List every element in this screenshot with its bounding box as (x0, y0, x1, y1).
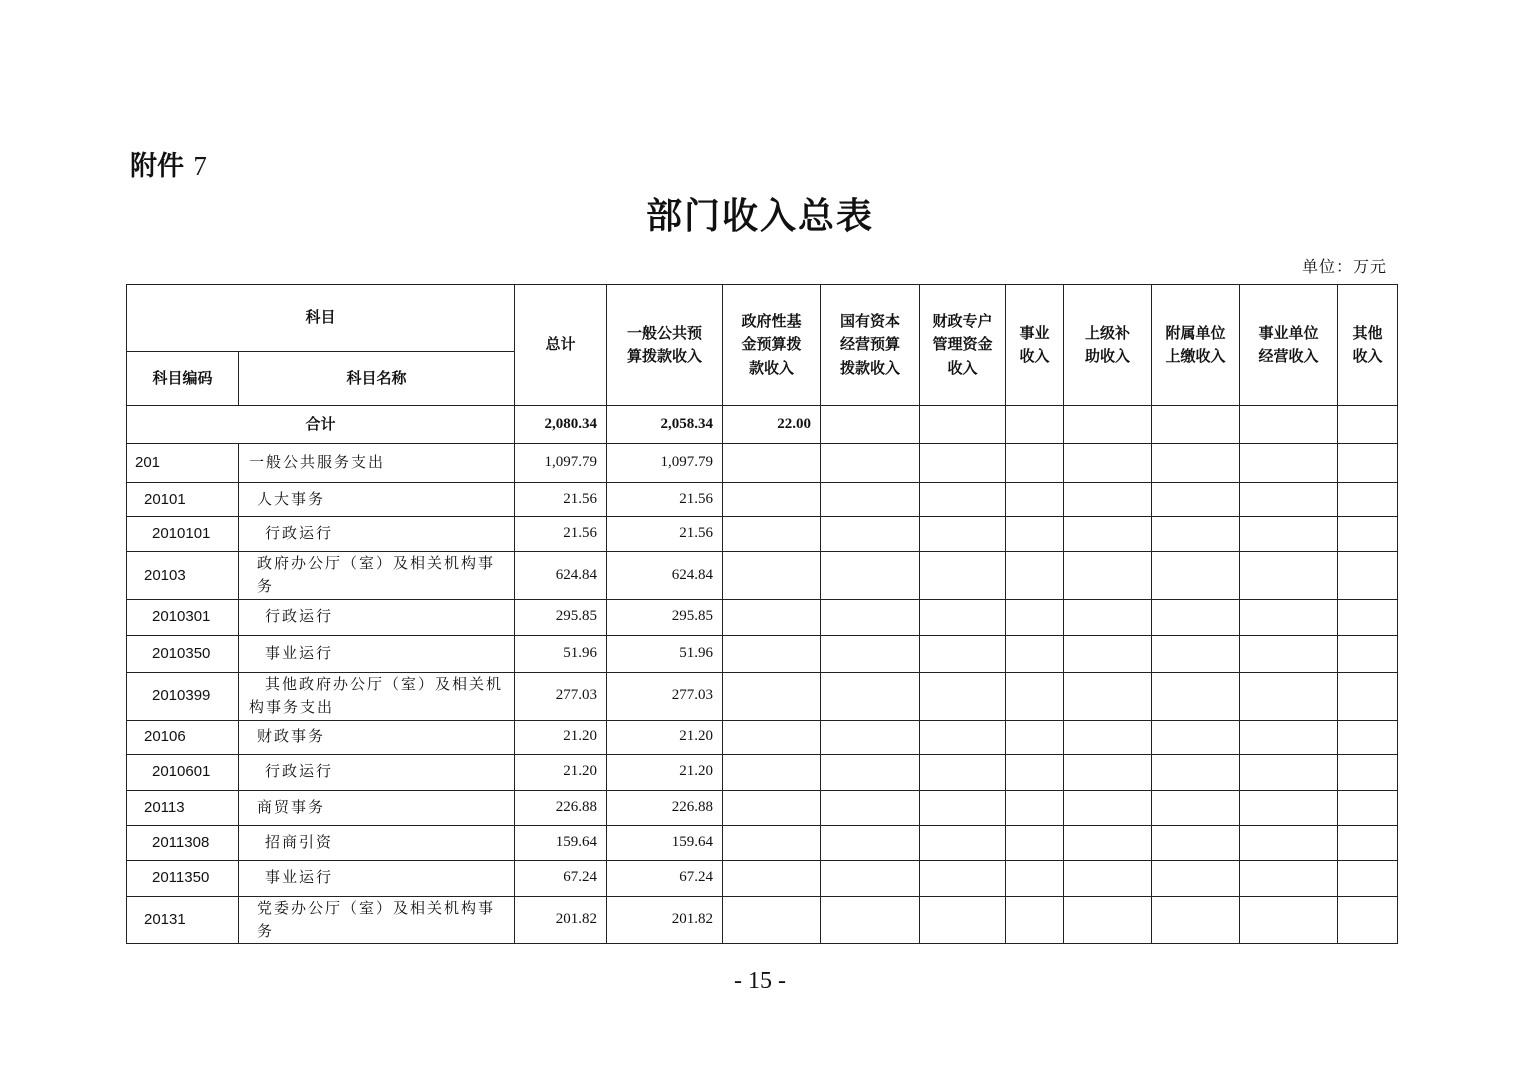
empty-cell (1152, 635, 1240, 672)
row-total: 201.82 (515, 896, 607, 944)
row-general-budget: 295.85 (607, 599, 723, 635)
empty-cell (1338, 790, 1398, 825)
empty-cell (723, 635, 821, 672)
page-number: - 15 - (734, 968, 786, 994)
table-row (127, 635, 1398, 672)
empty-cell (723, 483, 821, 517)
empty-cell (1006, 517, 1064, 552)
table-row (127, 444, 1398, 483)
row-name: 行政运行 (239, 754, 515, 790)
table-row (127, 790, 1398, 825)
empty-cell (723, 860, 821, 896)
empty-cell (1006, 444, 1064, 483)
row-code: 20106 (127, 720, 239, 754)
empty-cell (1240, 720, 1338, 754)
empty-cell (920, 720, 1006, 754)
row-total: 21.20 (515, 754, 607, 790)
empty-cell (723, 672, 821, 720)
empty-cell (723, 896, 821, 944)
header-business: 事业收入 (1006, 285, 1064, 406)
row-total: 21.56 (515, 483, 607, 517)
empty-cell (1006, 672, 1064, 720)
empty-cell (1006, 896, 1064, 944)
empty-cell (821, 825, 920, 860)
row-general-budget: 67.24 (607, 860, 723, 896)
empty-cell (821, 672, 920, 720)
empty-cell (1152, 825, 1240, 860)
empty-cell (1006, 790, 1064, 825)
empty-cell (821, 444, 920, 483)
empty-cell (1006, 599, 1064, 635)
empty-cell (1338, 825, 1398, 860)
empty-cell (1338, 896, 1398, 944)
empty-cell (1240, 754, 1338, 790)
empty-cell (1006, 754, 1064, 790)
empty-cell (1152, 790, 1240, 825)
empty-cell (1338, 860, 1398, 896)
empty-cell (920, 444, 1006, 483)
empty-cell (723, 790, 821, 825)
header-subject: 科目 (127, 285, 515, 352)
empty-cell (1152, 517, 1240, 552)
row-code: 20131 (127, 896, 239, 944)
empty-cell (920, 825, 1006, 860)
empty-cell (821, 517, 920, 552)
empty-cell (1064, 552, 1152, 600)
empty-cell (920, 672, 1006, 720)
empty-cell (1152, 552, 1240, 600)
row-general-budget: 51.96 (607, 635, 723, 672)
header-state-capital: 国有资本经营预算拨款收入 (821, 285, 920, 406)
row-name: 行政运行 (239, 517, 515, 552)
empty-cell (723, 552, 821, 600)
row-code: 2010399 (127, 672, 239, 720)
row-total: 67.24 (515, 860, 607, 896)
empty-cell (1152, 896, 1240, 944)
page-title: 部门收入总表 (645, 195, 874, 237)
empty-cell (1064, 896, 1152, 944)
empty-cell (1064, 672, 1152, 720)
row-name: 其他政府办公厅（室）及相关机构事务支出 (239, 672, 515, 720)
header-business-operation: 事业单位经营收入 (1240, 285, 1338, 406)
empty-cell (1064, 483, 1152, 517)
header-code: 科目编码 (127, 352, 239, 406)
empty-cell (723, 754, 821, 790)
empty-cell (1006, 720, 1064, 754)
empty-cell (1152, 672, 1240, 720)
empty-cell (1064, 825, 1152, 860)
empty-cell (1064, 444, 1152, 483)
empty-cell (1064, 720, 1152, 754)
empty-cell (821, 599, 920, 635)
row-total: 51.96 (515, 635, 607, 672)
row-name: 商贸事务 (239, 790, 515, 825)
empty-cell (1152, 754, 1240, 790)
empty-cell (821, 552, 920, 600)
row-total: 1,097.79 (515, 444, 607, 483)
row-name: 一般公共服务支出 (239, 444, 515, 483)
empty-cell (1064, 517, 1152, 552)
empty-cell (1240, 672, 1338, 720)
empty-cell (1240, 444, 1338, 483)
header-other: 其他收入 (1338, 285, 1398, 406)
row-code: 20101 (127, 483, 239, 517)
total-row (127, 406, 1398, 444)
table-row (127, 599, 1398, 635)
empty-cell (920, 483, 1006, 517)
row-name: 事业运行 (239, 635, 515, 672)
table-row (127, 483, 1398, 517)
empty-cell (821, 754, 920, 790)
empty-cell (920, 896, 1006, 944)
header-fiscal-special: 财政专户管理资金收入 (920, 285, 1006, 406)
row-total: 624.84 (515, 552, 607, 600)
header-name: 科目名称 (239, 352, 515, 406)
row-name: 党委办公厅（室）及相关机构事务 (239, 896, 515, 944)
empty-cell (1006, 483, 1064, 517)
row-general-budget: 21.56 (607, 517, 723, 552)
empty-cell (920, 635, 1006, 672)
row-name: 政府办公厅（室）及相关机构事务 (239, 552, 515, 600)
row-name: 行政运行 (239, 599, 515, 635)
row-code: 2010601 (127, 754, 239, 790)
empty-cell (1338, 517, 1398, 552)
empty-cell (1006, 860, 1064, 896)
table-row (127, 896, 1398, 944)
row-code: 20103 (127, 552, 239, 600)
row-general-budget: 21.20 (607, 754, 723, 790)
table-row (127, 860, 1398, 896)
empty-cell (723, 599, 821, 635)
row-name: 事业运行 (239, 860, 515, 896)
empty-cell (1064, 599, 1152, 635)
empty-cell (821, 635, 920, 672)
row-general-budget: 21.20 (607, 720, 723, 754)
empty-cell (1338, 599, 1398, 635)
empty-cell (821, 720, 920, 754)
empty-cell (1338, 552, 1398, 600)
empty-cell (1152, 599, 1240, 635)
header-gov-fund: 政府性基金预算拨款收入 (723, 285, 821, 406)
empty-cell (1064, 860, 1152, 896)
total-total: 2,080.34 (515, 406, 607, 444)
table-row (127, 825, 1398, 860)
empty-cell (821, 483, 920, 517)
empty-cell (1240, 483, 1338, 517)
empty-cell (1152, 720, 1240, 754)
row-code: 201 (127, 444, 239, 483)
row-total: 21.20 (515, 720, 607, 754)
header-superior-subsidy: 上级补助收入 (1064, 285, 1152, 406)
empty-cell (821, 896, 920, 944)
row-name: 财政事务 (239, 720, 515, 754)
empty-cell (1338, 483, 1398, 517)
empty-cell (1064, 635, 1152, 672)
empty-cell (1006, 825, 1064, 860)
empty-cell (1006, 552, 1064, 600)
empty-cell (821, 790, 920, 825)
empty-cell (723, 825, 821, 860)
empty-cell (1240, 790, 1338, 825)
row-general-budget: 226.88 (607, 790, 723, 825)
row-total: 277.03 (515, 672, 607, 720)
empty-cell (920, 860, 1006, 896)
income-table (126, 284, 1398, 944)
total-gov-fund: 22.00 (723, 406, 821, 444)
header-general-budget: 一般公共预算拨款收入 (607, 285, 723, 406)
empty-cell (723, 720, 821, 754)
table-row (127, 672, 1398, 720)
empty-cell (920, 517, 1006, 552)
empty-cell (1338, 754, 1398, 790)
empty-cell (1240, 552, 1338, 600)
header-total: 总计 (515, 285, 607, 406)
row-general-budget: 201.82 (607, 896, 723, 944)
empty-cell (920, 754, 1006, 790)
attachment-label (130, 144, 207, 183)
table-row (127, 517, 1398, 552)
total-label: 合计 (127, 406, 515, 444)
row-total: 21.56 (515, 517, 607, 552)
attachment-number: 7 (193, 151, 207, 181)
empty-cell (920, 790, 1006, 825)
empty-cell (723, 444, 821, 483)
empty-cell (1338, 672, 1398, 720)
row-general-budget: 277.03 (607, 672, 723, 720)
empty-cell (1338, 444, 1398, 483)
empty-cell (1152, 483, 1240, 517)
empty-cell (1240, 517, 1338, 552)
empty-cell (920, 599, 1006, 635)
row-name: 招商引资 (239, 825, 515, 860)
empty-cell (1240, 599, 1338, 635)
row-code: 20113 (127, 790, 239, 825)
row-general-budget: 624.84 (607, 552, 723, 600)
empty-cell (1152, 444, 1240, 483)
total-general-budget: 2,058.34 (607, 406, 723, 444)
empty-cell (821, 860, 920, 896)
row-total: 226.88 (515, 790, 607, 825)
unit-label: 单位：万元 (1301, 257, 1387, 276)
empty-cell (1006, 635, 1064, 672)
row-code: 2011308 (127, 825, 239, 860)
empty-cell (920, 552, 1006, 600)
empty-cell (1240, 896, 1338, 944)
table-row (127, 720, 1398, 754)
empty-cell (1338, 635, 1398, 672)
attachment-text: 附件 (130, 151, 184, 182)
empty-cell (1064, 790, 1152, 825)
row-code: 2010301 (127, 599, 239, 635)
empty-cell (723, 517, 821, 552)
table-row (127, 552, 1398, 600)
empty-cell (1240, 825, 1338, 860)
table-row (127, 754, 1398, 790)
row-code: 2010350 (127, 635, 239, 672)
empty-cell (1064, 754, 1152, 790)
empty-cell (1240, 635, 1338, 672)
row-name: 人大事务 (239, 483, 515, 517)
row-total: 159.64 (515, 825, 607, 860)
row-general-budget: 1,097.79 (607, 444, 723, 483)
row-code: 2011350 (127, 860, 239, 896)
row-total: 295.85 (515, 599, 607, 635)
empty-cell (1338, 720, 1398, 754)
row-code: 2010101 (127, 517, 239, 552)
row-general-budget: 159.64 (607, 825, 723, 860)
header-affiliated: 附属单位上缴收入 (1152, 285, 1240, 406)
row-general-budget: 21.56 (607, 483, 723, 517)
empty-cell (1152, 860, 1240, 896)
empty-cell (1240, 860, 1338, 896)
